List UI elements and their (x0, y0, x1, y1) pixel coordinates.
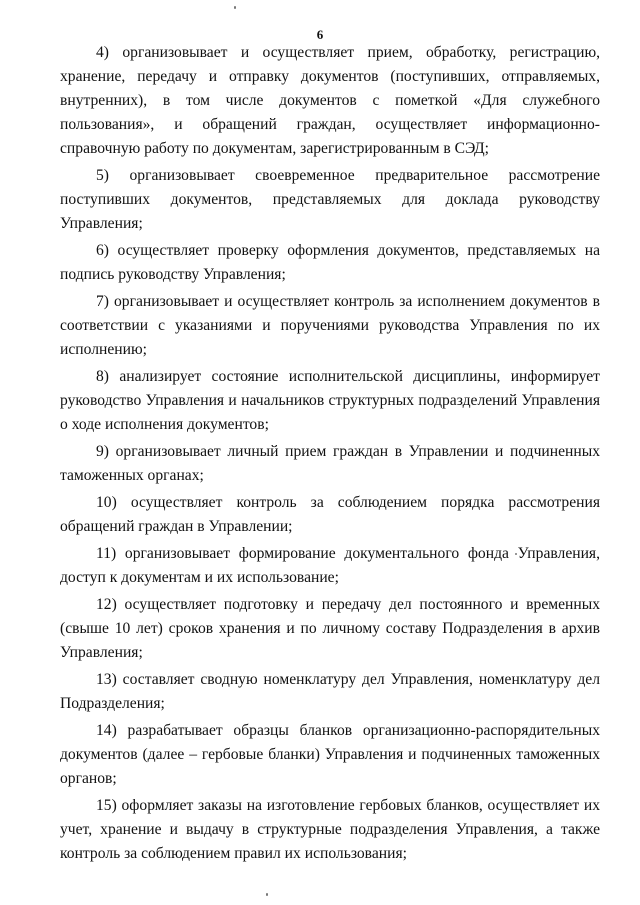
paragraph-item-7: 7) организовывает и осуществляет контроль за исполнением документов в соответствии с указаниями и поручениями руководства Управления по их исполнению; (60, 293, 600, 358)
paragraph-item-13: 13) составляет сводную номенклатуру дел Управления, номенклатуру дел Подразделения; (60, 671, 600, 712)
paragraph-item-5: 5) организовывает своевременное предварительное рассмотрение поступивших документов, представляемых для доклада руководству Управления; (60, 167, 600, 232)
paragraph-item-9: 9) организовывает личный прием граждан в Управлении и подчиненных таможенных органах; (60, 443, 600, 484)
paragraph-item-10: 10) осуществляет контроль за соблюдением порядка рассмотрения обращений граждан в Управлении; (60, 494, 600, 535)
page-number: 6 (316, 27, 324, 42)
document-body (60, 39, 600, 867)
paragraph-item-8: 8) анализирует состояние исполнительской дисциплины, информирует руководство Управления и начальников структурных подразделений Управления о ходе исполнения документов; (60, 368, 600, 433)
scan-speck-top (234, 6, 236, 9)
paragraph-item-12: 12) осуществляет подготовку и передачу дел постоянного и временных (свыше 10 лет) сроков хранения и по личному составу Подразделения в архив Управления; (60, 596, 600, 661)
paragraph-item-4: 4) организовывает и осуществляет прием, обработку, регистрацию, хранение, передачу и отправку документов (поступивших, отправляемых, внутренних), в том числе документов с пометкой «Для служебного пользования», и обращений граждан, осуществляет информационно-справочную работу по документам, зарегистрированным в СЭД; (60, 44, 600, 157)
scan-speck-bottom (266, 893, 268, 896)
paragraph-item-14: 14) разрабатывает образцы бланков организационно-распорядительных документов (далее – гербовые бланки) Управления и подчиненных таможенных органов; (60, 722, 600, 787)
paragraph-item-15: 15) оформляет заказы на изготовление гербовых бланков, осуществляет их учет, хранение и выдачу в структурные подразделения Управления, а также контроль за соблюдением правил их использования; (60, 797, 600, 862)
paragraph-item-11: 11) организовывает формирование документального фонда Управления, доступ к документам и их использование; (60, 545, 600, 586)
paragraph-item-6: 6) осуществляет проверку оформления документов, представляемых на подпись руководству Управления; (60, 242, 600, 283)
